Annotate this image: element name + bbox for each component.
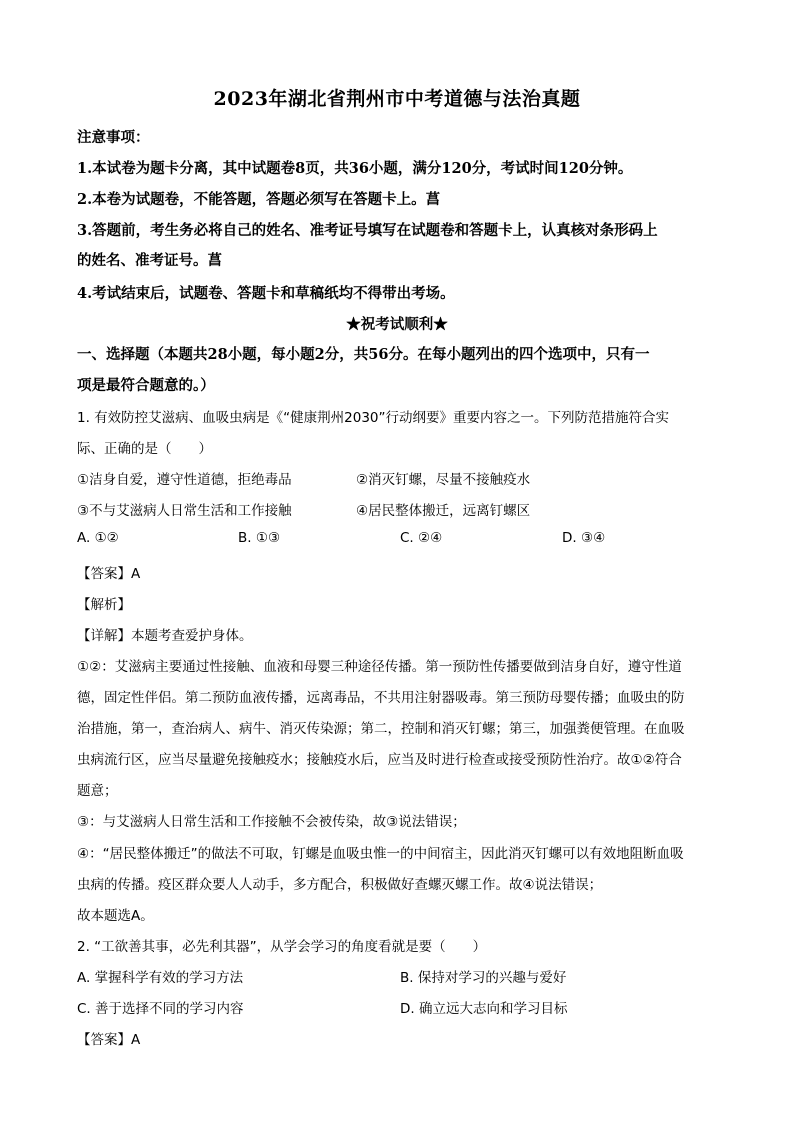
q1-stem: 1. 有效防控艾滋病、血吸虫病是《“健康荆州2030”行动纲要》重要内容之一。下列防范措施符合实: [77, 410, 670, 426]
q2-option-c: C. 善于选择不同的学习内容: [77, 1001, 244, 1017]
q2-option-d: D. 确立远大志向和学习目标: [400, 1001, 568, 1017]
notice-item-2: 2.本卷为试题卷，不能答题，答题必须写在答题卡上。菖: [77, 191, 441, 208]
q2-stem: 2. “工欲善其事，必先利其器”，从学会学习的角度看就是要（ ）: [77, 939, 487, 955]
q1-stem-cont: 际、正确的是（ ）: [77, 441, 212, 457]
notice-item-4: 4.考试结束后，试题卷、答题卡和草稿纸均不得带出考场。: [77, 285, 455, 302]
q1-explanation-1: ①②：艾滋病主要通过性接触、血液和母婴三种途径传播。第一预防性传播要做到洁身自好，遵守性道: [77, 659, 682, 675]
wish-line: ★祝考试顺利★: [346, 316, 448, 333]
q1-explanation-5: 题意；: [77, 783, 118, 799]
q1-statement-2: ②消灭钉螺，尽量不接触疫水: [356, 472, 531, 488]
page-title: 2023年湖北省荆州市中考道德与法治真题: [213, 88, 581, 110]
q1-analysis-label: 【解析】: [77, 597, 131, 613]
q1-statement-4: ④居民整体搬迁，远离钉螺区: [356, 503, 531, 519]
q2-option-a: A. 掌握科学有效的学习方法: [77, 970, 244, 986]
q1-explanation-7: ④：“居民整体搬迁”的做法不可取，钉螺是血吸虫惟一的中间宿主，因此消灭钉螺可以有效地阻断血吸: [77, 846, 684, 862]
notice-heading: 注意事项：: [77, 129, 150, 146]
q1-explanation-8: 虫病的传播。疫区群众要人人动手，多方配合，积极做好查螺灭螺工作。故④说法错误；: [77, 877, 603, 893]
q1-explanation-3: 治措施，第一，查治病人、病牛、消灭传染源；第二，控制和消灭钉螺；第三，加强粪便管理。在血吸: [77, 721, 685, 737]
q1-option-a: A. ①②: [77, 530, 119, 546]
q1-statement-3: ③不与艾滋病人日常生活和工作接触: [77, 503, 292, 519]
q2-option-b: B. 保持对学习的兴趣与爱好: [400, 970, 567, 986]
q1-detail: 【详解】本题考查爱护身体。: [77, 628, 253, 644]
q1-explanation-6: ③：与艾滋病人日常生活和工作接触不会被传染，故③说法错误；: [77, 814, 466, 830]
notice-item-3: 3.答题前，考生务必将自己的姓名、准考证号填写在试题卷和答题卡上，认真核对条形码上: [77, 222, 658, 239]
q1-option-c: C. ②④: [400, 530, 443, 546]
notice-item-3-cont: 的姓名、准考证号。菖: [77, 252, 222, 269]
section-heading-cont: 项是最符合题意的。）: [77, 377, 215, 394]
q2-answer: 【答案】A: [77, 1032, 141, 1048]
notice-item-1: 1.本试卷为题卡分离，其中试题卷8页，共36小题，满分120分，考试时间120分钟。: [77, 160, 633, 177]
q1-option-b: B. ①③: [238, 530, 281, 546]
section-heading: 一、选择题（本题共28小题，每小题2分，共56分。在每小题列出的四个选项中，只有一: [77, 346, 650, 363]
q1-explanation-4: 虫病流行区，应当尽量避免接触疫水；接触疫水后，应当及时进行检查或接受预防性治疗。故①②符合: [77, 752, 682, 768]
q1-explanation-2: 德，固定性伴侣。第二预防血液传播，远离毒品，不共用注射器吸毒。第三预防母婴传播；血吸虫的防: [77, 690, 685, 706]
q1-answer: 【答案】A: [77, 566, 141, 582]
q1-statement-1: ①洁身自爱，遵守性道德，拒绝毒品: [77, 472, 292, 488]
q1-conclusion: 故本题选A。: [77, 908, 154, 924]
q1-option-d: D. ③④: [562, 530, 606, 546]
